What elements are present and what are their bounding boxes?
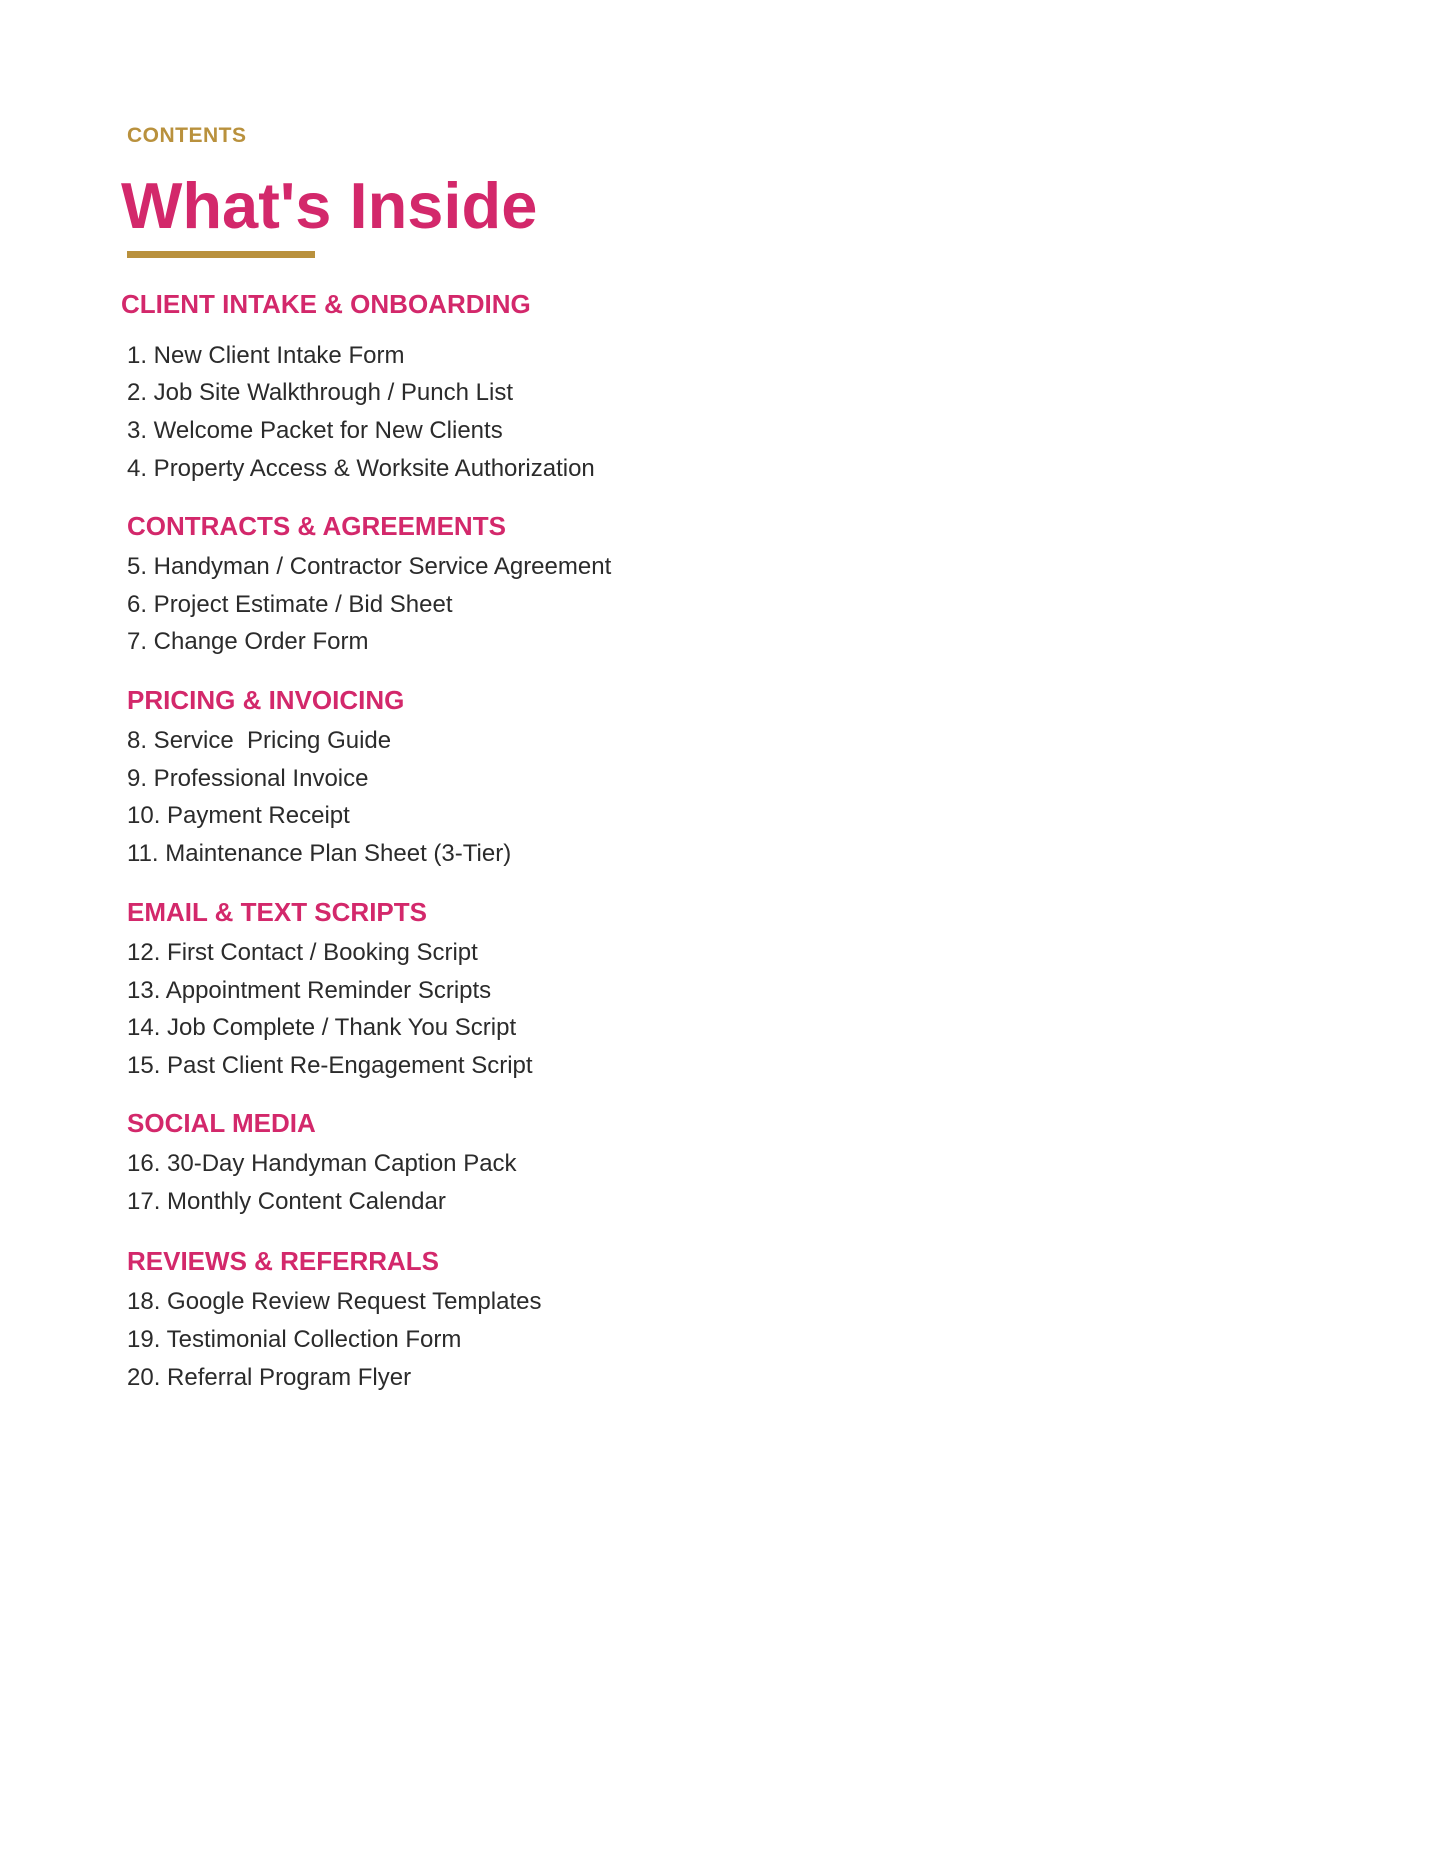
- list-item: 9. Professional Invoice: [127, 765, 369, 792]
- list-item: 4. Property Access & Worksite Authorization: [127, 455, 595, 482]
- title-underline-divider: [127, 251, 315, 258]
- list-item: 1. New Client Intake Form: [127, 342, 405, 369]
- section-heading-scripts: EMAIL & TEXT SCRIPTS: [127, 897, 427, 927]
- list-item: 11. Maintenance Plan Sheet (3-Tier): [127, 840, 512, 867]
- list-item: 3. Welcome Packet for New Clients: [127, 417, 503, 444]
- list-item: 14. Job Complete / Thank You Script: [127, 1014, 517, 1041]
- list-item: 2. Job Site Walkthrough / Punch List: [127, 379, 513, 406]
- list-item: 5. Handyman / Contractor Service Agreement: [127, 553, 612, 580]
- list-item: 12. First Contact / Booking Script: [127, 939, 478, 966]
- contents-eyebrow: CONTENTS: [127, 124, 247, 147]
- list-item: 6. Project Estimate / Bid Sheet: [127, 591, 453, 618]
- page-title: What's Inside: [121, 169, 538, 242]
- list-item: 19. Testimonial Collection Form: [127, 1326, 462, 1353]
- section-heading-pricing: PRICING & INVOICING: [127, 685, 405, 715]
- section-heading-social-media: SOCIAL MEDIA: [127, 1108, 316, 1138]
- list-item: 18. Google Review Request Templates: [127, 1288, 542, 1315]
- section-heading-reviews: REVIEWS & REFERRALS: [127, 1246, 440, 1276]
- list-item: 8. Service Pricing Guide: [127, 727, 392, 754]
- list-item: 7. Change Order Form: [127, 628, 369, 655]
- list-item: 16. 30-Day Handyman Caption Pack: [127, 1150, 517, 1177]
- section-heading-contracts: CONTRACTS & AGREEMENTS: [127, 511, 506, 541]
- list-item: 10. Payment Receipt: [127, 802, 350, 829]
- list-item: 15. Past Client Re-Engagement Script: [127, 1052, 533, 1079]
- section-heading-client-intake: CLIENT INTAKE & ONBOARDING: [121, 289, 531, 319]
- list-item: 17. Monthly Content Calendar: [127, 1188, 446, 1215]
- list-item: 20. Referral Program Flyer: [127, 1364, 412, 1391]
- list-item: 13. Appointment Reminder Scripts: [127, 977, 492, 1004]
